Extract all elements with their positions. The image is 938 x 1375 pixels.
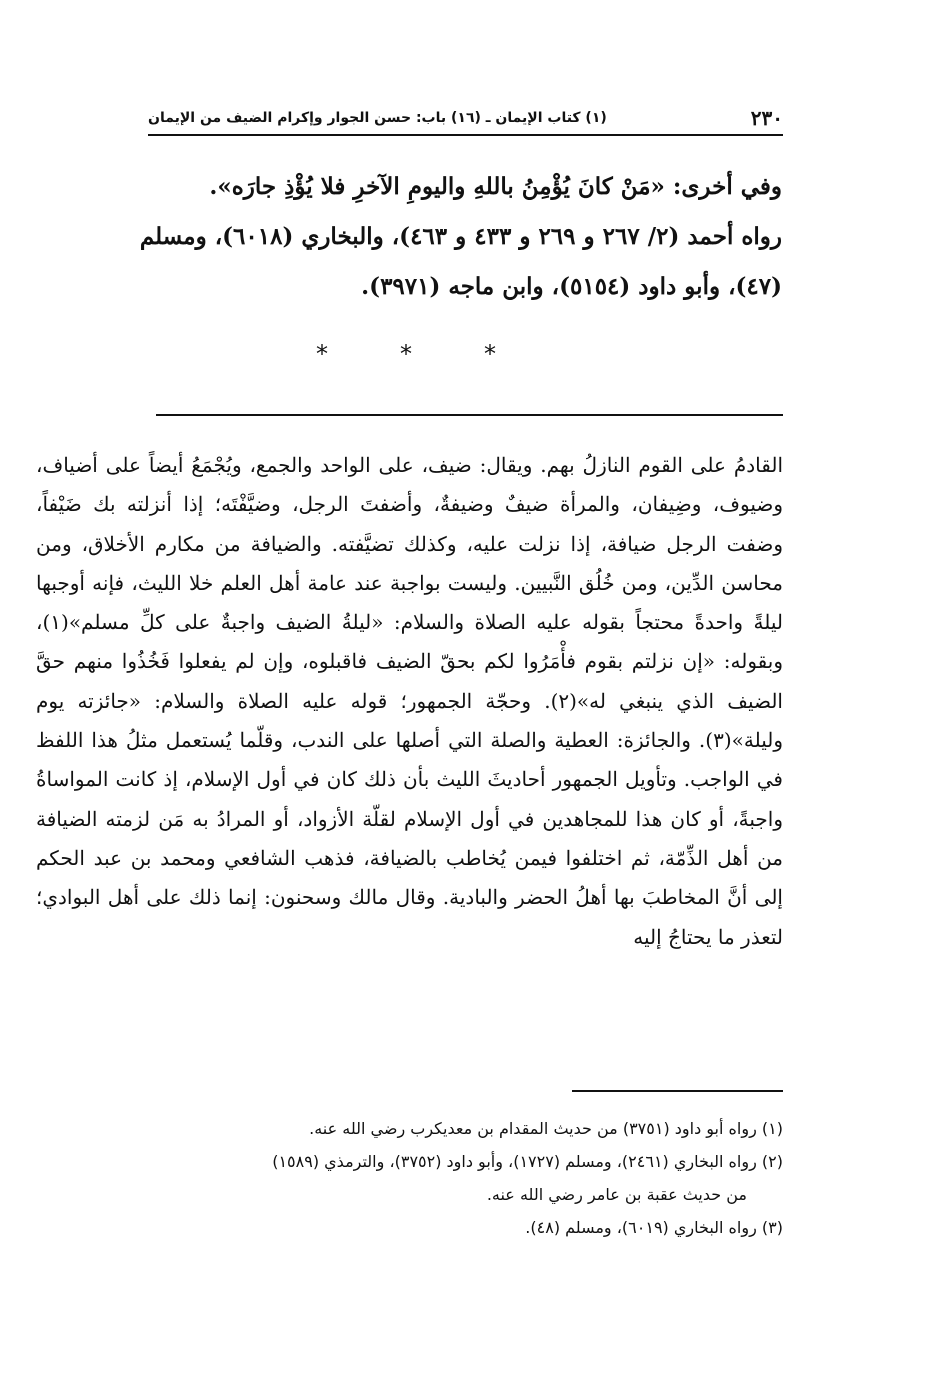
running-header: [148, 104, 783, 136]
footnote-3: (٣) رواه البخاري (٦٠١٩)، ومسلم (٤٨).: [525, 1218, 783, 1237]
commentary-text: القادمُ على القوم النازلُ بهم. ويقال: ضيف، على الواحد والجمع، ويُجْمَعُ أيضاً على أضياف، وضيوف، وضِيفان، والمرأة ضيفٌ وضيفةٌ، وأضفتَ الرجل، وضيَّفْتَه؛ إذا أنزلته بك ضَيْفاً، وضفت الرجل ضيافة، إذا نزلت عليه، وكذلك تضيَّفته. والضيافة من مكارم الأخلاق، ومن محاسن الدِّين، ومن خُلُق النَّبيين. وليست بواجبة عند عامة أهل العلم خلا الليث، فإنه أوجبها ليلةً واحدةً محتجاً بقوله عليه الصلاة والسلام: «ليلةُ الضيف واجبةٌ على كلِّ مسلم»(١)، وبقوله: «إن نزلتم بقوم فأْمَرُوا لكم بحقّ الضيف فاقبلوه، وإن لم يفعلوا فَخُذُوا منهم حقَّ الضيف الذي ينبغي له»(٢). وحجّة الجمهور؛ قوله عليه الصلاة والسلام: «جائزته يوم وليلة»(٣). والجائزة: العطية والصلة التي أصلها على الندب، وقلّما يُستعمل مثلُ هذا اللفظ في الواجب. وتأويل الجمهور أحاديثَ الليث بأن ذلك كان في أول الإسلام، إذ كانت المواساةُ واجبةً، أو كان هذا للمجاهدين في أول الإسلام لقلّة الأزواد، أو المرادُ به مَن لزمته الضيافة من أهل الذِّمّة، ثم اختلفوا فيمن يُخاطب بالضيافة، فذهب الشافعي ومحمد بن عبد الحكم إلى أنَّ المخاطبَ بها أهلُ الحضر والبادية. وقال مالك وسحنون: إنما ذلك على أهل البوادي؛ لتعذر ما يحتاجُ إليه: [36, 453, 784, 949]
section-separator: [0, 340, 938, 380]
footnote-1: (١) رواه أبو داود (٣٧٥١) من حديث المقدام بن معديكرب رضي الله عنه.: [309, 1119, 783, 1138]
hadith-text: وفي أخرى: «مَنْ كانَ يُؤْمِنُ باللهِ واليومِ الآخرِ فلا يُؤْذِ جارَه».: [209, 173, 782, 200]
separator-star: *: [484, 340, 496, 368]
running-title: (١) كتاب الإيمان ـ (١٦) باب: حسن الجوار وإكرام الضيف من الإيمان: [148, 110, 607, 126]
commentary-block: [36, 446, 783, 957]
hadith-references: رواه أحمد (٢/ ٢٦٧ و ٢٦٩ و ٤٣٣ و ٤٦٣)، والبخاري (٦٠١٨)، ومسلم (٤٧)، وأبو داود (٥١٥٤)، وابن ماجه (٣٩٧١).: [139, 223, 782, 300]
footnotes: [36, 1112, 783, 1244]
separator-star: *: [400, 340, 412, 368]
hadith-block: [110, 162, 782, 312]
separator-star: *: [316, 340, 328, 368]
footnote-2-continuation: من حديث عقبة بن عامر رضي الله عنه.: [486, 1185, 747, 1204]
commentary-divider: [156, 414, 783, 416]
footnote-2: (٢) رواه البخاري (٢٤٦١)، ومسلم (١٧٢٧)، وأبو داود (٣٧٥٢)، والترمذي (١٥٨٩): [272, 1152, 783, 1171]
page-number: ٢٣٠: [750, 106, 783, 130]
footnote-divider: [572, 1090, 783, 1092]
